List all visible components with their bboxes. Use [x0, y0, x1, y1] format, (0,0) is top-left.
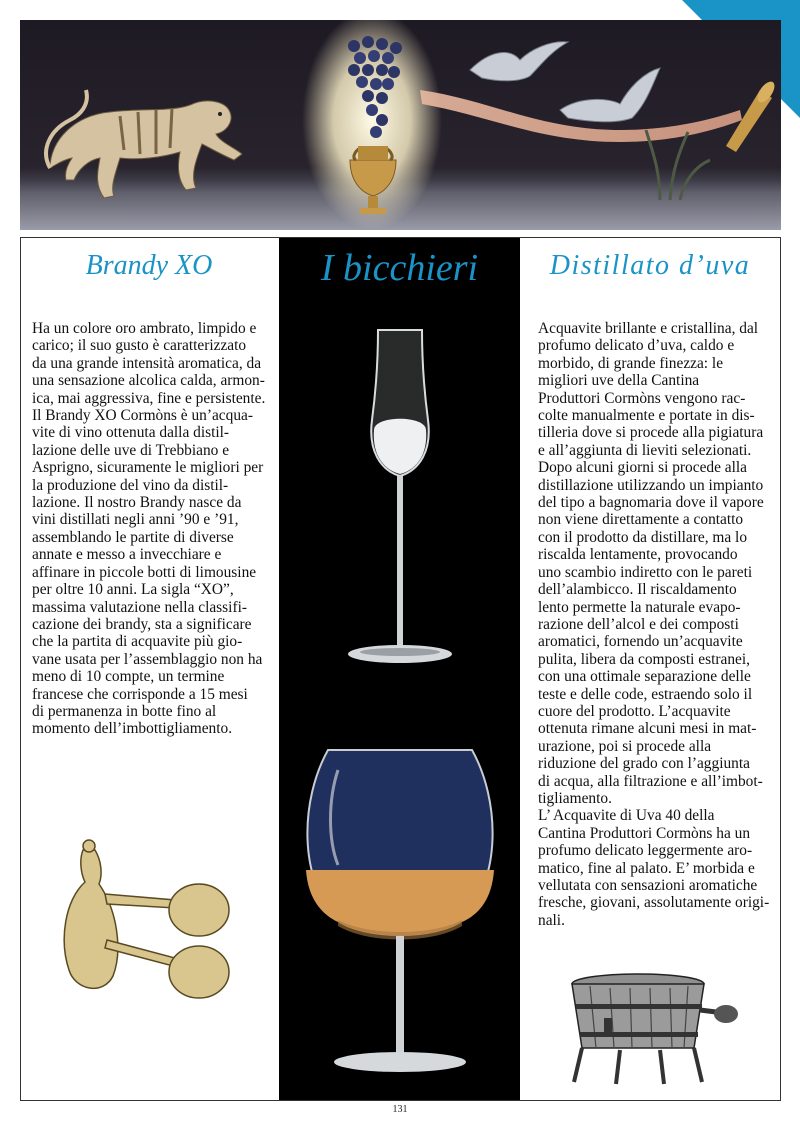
left-column-text: Ha un colore oro ambrato, limpido e carico; il suo gusto è caratterizzato da una grande intensità aromatica, da una sensazione alcolica calda, armon- ica, mai aggressiva, fine e persistente. Il Brandy XO Cormòns è un’acqua- vite di vino ottenuta dalla distil- lazione delle uve di Trebbiano e Asprigno, sicuramente le migliori per la produzione del vino da distil- lazione. Il nostro Brandy nasce da vini distillati negli anni ’90 e ’91, assemblando le partite di diverse annate e messo a invecchiare e affinare in piccole botti di limousine per oltre 10 anni. La sigla “XO”, massima valutazione nella classifi- cazione dei brandy, sta a significare che la partita di acquavite più gio- vane usata per l’assemblaggio non ha meno di 10 compte, un termine francese che corrisponde a 15 mesi di permanenza in botte fino al momento dell’imbottigliamento. [32, 320, 266, 738]
wooden-tub-icon [560, 970, 740, 1090]
brandy-snifter-icon [298, 740, 502, 1080]
page-number: 131 [392, 1104, 408, 1115]
grappa-glass-icon [340, 320, 460, 670]
right-heading: Distillato d’uva [549, 250, 751, 281]
header-banner [20, 20, 781, 230]
right-column-text: Acquavite brillante e cristallina, dal profumo delicato d’uva, caldo e morbido, di grande finezza: le migliori uve della Cantina Produttori Cormòns vengono rac- colte manualmente e portate in dis- tilleria dove si procede alla pigiatura e all’aggiunta di lieviti selezionati. Dopo alcuni giorni si procede alla distillazione utilizzando un impianto del tipo a bagnomaria dove il vapore non viene direttamente a contatto con il prodotto da distillare, ma lo riscalda lentamente, provocando uno scambio indiretto con le pareti dell’alambicco. Il riscaldamento lento permette la naturale evapo- razione dell’alcol e dei composti aromatici, fornendo un’acquavite pulita, libera da composti estranei, con una ottimale separazione delle teste e delle code, estraendo solo il cuore del prodotto. L’acquavite ottenuta rimane alcuni mesi in mat- urazione, poi si procede alla riduzione del grado con l’aggiunta di acqua, alla filtrazione e all’imbot- tigliamento. L’ Acquavite di Uva 40 della Cantina Produttori Cormòns ha un profumo delicato leggermente aro- matico, fine al palato. E’ morbida e vellutata con sensazioni aromatiche fresche, giovani, assolutamente origi- nali. [538, 320, 770, 929]
left-heading: Brandy XO [85, 250, 213, 281]
alembic-icon [55, 830, 245, 1010]
center-heading: I bicchieri [320, 247, 479, 289]
banner-illustration [20, 20, 781, 230]
panther-icon [46, 90, 242, 198]
